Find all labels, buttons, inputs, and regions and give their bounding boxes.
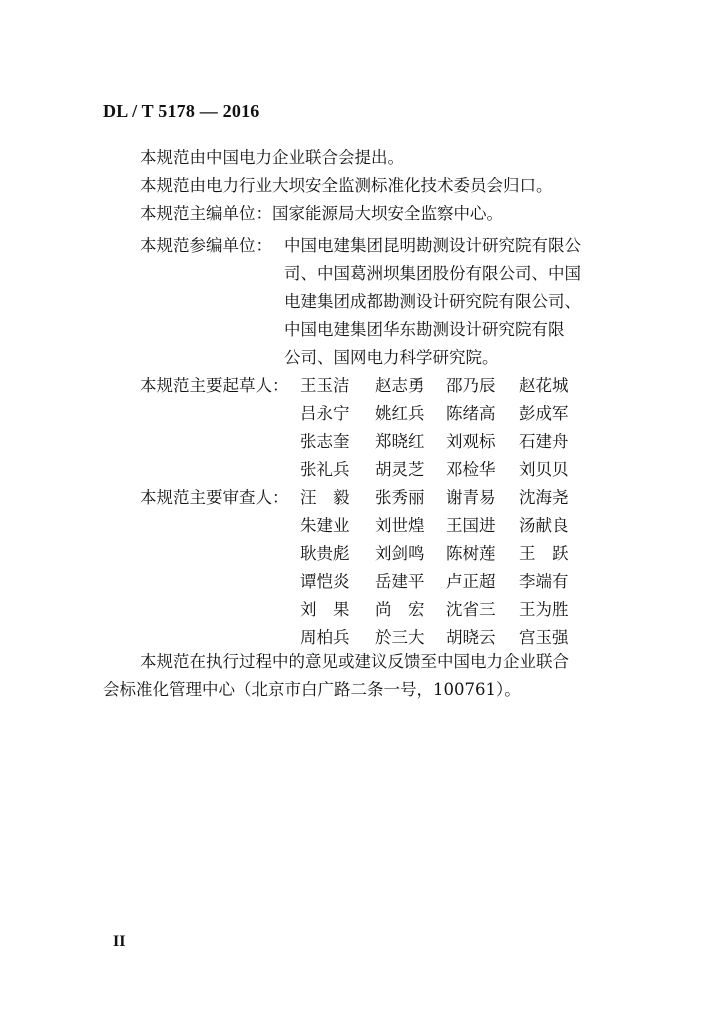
reviewer-name: 刘 果 [300,600,350,619]
reviewer-name: 宫玉强 [519,628,569,647]
reviewer-name: 耿贵彪 [300,544,350,563]
reviewer-name: 刘剑鸣 [375,544,425,563]
reviewer-name: 岳建平 [375,572,425,591]
drafter-name: 陈绪高 [446,404,496,423]
chief-editor-line: 本规范主编单位：国家能源局大坝安全监察中心。 [140,204,503,223]
reviewer-name: 王为胜 [519,600,569,619]
participants-line: 中国电建集团华东勘测设计研究院有限 [284,320,565,339]
feedback-line: 会标准化管理中心（北京市白广路二条一号，100761）。 [103,680,521,699]
participants-line: 中国电建集团昆明勘测设计研究院有限公 [284,236,581,255]
proposer-line: 本规范由中国电力企业联合会提出。 [140,148,404,167]
drafter-name: 刘观标 [446,432,496,451]
reviewer-name: 沈海尧 [519,488,569,507]
reviewer-name: 汪 毅 [300,488,350,507]
participants-label: 本规范参编单位： [140,236,272,255]
reviewer-name: 谢青易 [446,488,496,507]
reviewer-name: 陈树莲 [446,544,496,563]
drafter-name: 张礼兵 [300,460,350,479]
feedback-line: 本规范在执行过程中的意见或建议反馈至中国电力企业联合 [140,652,569,671]
reviewer-name: 张秀丽 [375,488,425,507]
drafter-name: 彭成军 [519,404,569,423]
drafter-name: 姚红兵 [375,404,425,423]
reviewer-name: 谭恺炎 [300,572,350,591]
drafter-name: 邵乃辰 [446,376,496,395]
drafter-name: 邓检华 [446,460,496,479]
reviewer-name: 沈省三 [446,600,496,619]
reviewers-label: 本规范主要审查人： [140,488,289,507]
drafters-label: 本规范主要起草人： [140,376,289,395]
reviewer-name: 周柏兵 [300,628,350,647]
reviewer-name: 汤献良 [519,516,569,535]
drafter-name: 赵志勇 [375,376,425,395]
reviewer-name: 朱建业 [300,516,350,535]
drafter-name: 张志奎 [300,432,350,451]
drafter-name: 胡灵芝 [375,460,425,479]
drafter-name: 刘贝贝 [519,460,569,479]
drafter-name: 石建舟 [519,432,569,451]
standard-code-header: DL / T 5178 — 2016 [103,101,260,121]
participants-line: 公司、国网电力科学研究院。 [284,348,499,367]
reviewer-name: 卢正超 [446,572,496,591]
reviewer-name: 胡晓云 [446,628,496,647]
drafter-name: 赵花城 [519,376,569,395]
reviewer-name: 王国进 [446,516,496,535]
drafter-name: 王玉洁 [300,376,350,395]
participants-line: 电建集团成都勘测设计研究院有限公司、 [284,292,581,311]
participants-line: 司、中国葛洲坝集团股份有限公司、中国 [284,264,581,283]
drafter-name: 吕永宁 [300,404,350,423]
reviewer-name: 王 跃 [519,544,569,563]
drafter-name: 郑晓红 [375,432,425,451]
reviewer-name: 於三大 [375,628,425,647]
reviewer-name: 刘世煌 [375,516,425,535]
page-number: II [113,933,126,950]
reviewer-name: 尚 宏 [375,600,425,619]
manager-line: 本规范由电力行业大坝安全监测标准化技术委员会归口。 [140,176,553,195]
reviewer-name: 李端有 [519,572,569,591]
